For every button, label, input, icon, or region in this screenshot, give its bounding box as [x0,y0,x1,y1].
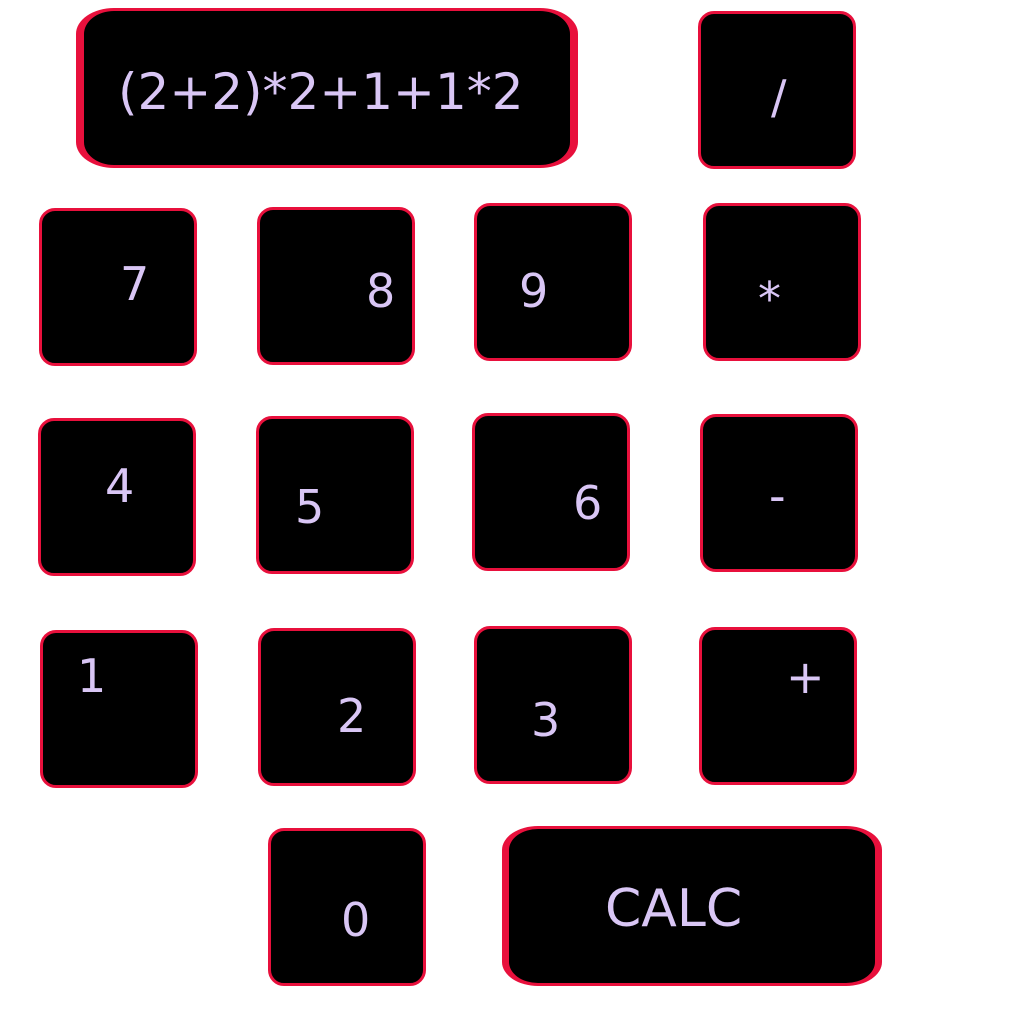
calc-button[interactable] [502,826,882,986]
digit-7-label: 7 [120,257,150,311]
digit-3-label: 3 [531,693,561,747]
calc-label: CALC [605,879,743,939]
digit-5-label: 5 [295,480,325,534]
digit-5-button[interactable] [256,416,414,574]
minus-label: - [769,469,786,523]
digit-8-button[interactable] [257,207,415,365]
digit-9-label: 9 [519,264,549,318]
digit-0-button[interactable] [268,828,426,986]
digit-1-label: 1 [77,649,107,703]
digit-3-button[interactable] [474,626,632,784]
digit-8-label: 8 [366,264,396,318]
divide-button[interactable] [698,11,856,169]
multiply-button[interactable] [703,203,861,361]
digit-4-label: 4 [105,459,135,513]
digit-2-button[interactable] [258,628,416,786]
divide-label: / [771,70,787,124]
digit-4-button[interactable] [38,418,196,576]
digit-1-button[interactable] [40,630,198,788]
digit-7-button[interactable] [39,208,197,366]
minus-button[interactable] [700,414,858,572]
plus-button[interactable] [699,627,857,785]
digit-2-label: 2 [337,689,367,743]
multiply-label: * [758,272,781,326]
digit-0-label: 0 [341,893,371,947]
digit-6-label: 6 [573,476,603,530]
digit-9-button[interactable] [474,203,632,361]
digit-6-button[interactable] [472,413,630,571]
plus-label: + [786,650,825,704]
expression-text: (2+2)*2+1+1*2 [118,63,524,121]
expression-display [76,8,578,168]
